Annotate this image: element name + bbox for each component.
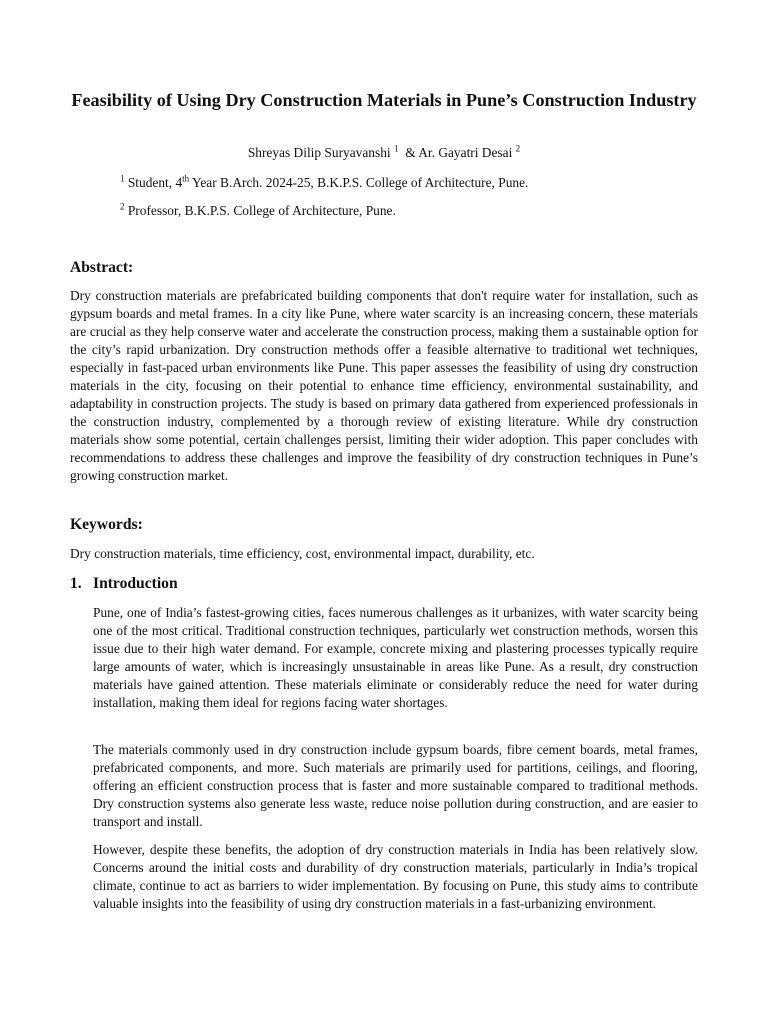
- author-line: [0, 144, 768, 162]
- section-title: Introduction: [93, 575, 178, 592]
- author-1-name: Shreyas Dilip Suryavanshi: [247, 145, 391, 160]
- affiliation-2-text: Professor, B.K.P.S. College of Architecture, Pune.: [127, 203, 396, 218]
- affiliation-1-ordinal: th: [182, 173, 190, 184]
- abstract-text: Dry construction materials are prefabricated building components that don't require water for installation, such as gypsum boards and metal frames. In a city like Pune, where water scarcity is an increasing concern, these materials are crucial as they help conserve water and accelerate the construction process, making them a sustainable option for the city’s rapid urbanization. Dry construction methods offer a feasible alternative to traditional wet techniques, especially in fast-paced urban environments like Pune. This paper assesses the feasibility of using dry construction materials in the city, focusing on their potential to enhance time efficiency, environmental sustainability, and adaptability in construction projects. The study is based on primary data gathered from experienced professionals in the construction industry, complemented by a thorough review of existing literature. While dry construction materials show some potential, certain challenges persist, limiting their wider adoption. This paper concludes with recommendations to address these challenges and improve the feasibility of dry construction techniques in Pune’s growing construction market.: [70, 288, 698, 483]
- author-2-name: & Ar. Gayatri Desai: [405, 145, 513, 160]
- affiliation-1-text-end: Year B.Arch. 2024-25, B.K.P.S. College of Architecture, Pune.: [189, 175, 529, 190]
- introduction-heading: [70, 574, 178, 594]
- affiliation-2: [120, 202, 396, 220]
- abstract-heading: Abstract:: [70, 259, 134, 276]
- introduction-paragraph-1: Pune, one of India’s fastest-growing cities, faces numerous challenges as it urbanizes, with water scarcity being one of the most critical. Traditional construction techniques, particularly wet construction methods, worsen this issue due to their high water demand. For example, concrete mixing and plastering processes typically require large amounts of water, which is increasingly unsustainable in areas like Pune. As a result, dry construction materials have gained attention. These materials eliminate or considerably reduce the need for water during installation, making them ideal for regions facing water shortages.: [93, 605, 698, 710]
- introduction-paragraph-3: However, despite these benefits, the adoption of dry construction materials in India has been relatively slow. Concerns around the initial costs and durability of dry construction materials, particularly in India’s tropical climate, continue to act as barriers to wider implementation. By focusing on Pune, this study aims to contribute valuable insights into the feasibility of using dry construction materials in a fast-urbanizing environment.: [93, 842, 698, 911]
- author-1-affiliation-mark: 1: [394, 143, 399, 154]
- affiliation-1-text-start: Student, 4: [127, 175, 183, 190]
- affiliation-1: [120, 174, 528, 192]
- affiliation-1-mark: 1: [120, 173, 125, 184]
- author-2-affiliation-mark: 2: [515, 143, 521, 154]
- paper-title: Feasibility of Using Dry Construction Materials in Pune’s Construction Industry: [71, 90, 697, 110]
- section-number: 1.: [70, 575, 82, 592]
- keywords-text: Dry construction materials, time efficiency, cost, environmental impact, durability, etc.: [70, 546, 535, 561]
- keywords-heading: Keywords:: [70, 516, 143, 533]
- affiliation-2-mark: 2: [120, 201, 125, 212]
- introduction-paragraph-2: The materials commonly used in dry construction include gypsum boards, fibre cement boards, metal frames, prefabricated components, and more. Such materials are primarily used for partitions, ceilings, and flooring, offering an efficient construction process that is faster and more sustainable compared to traditional methods. Dry construction systems also generate less waste, reduce noise pollution during construction, and are easier to transport and install.: [93, 742, 698, 829]
